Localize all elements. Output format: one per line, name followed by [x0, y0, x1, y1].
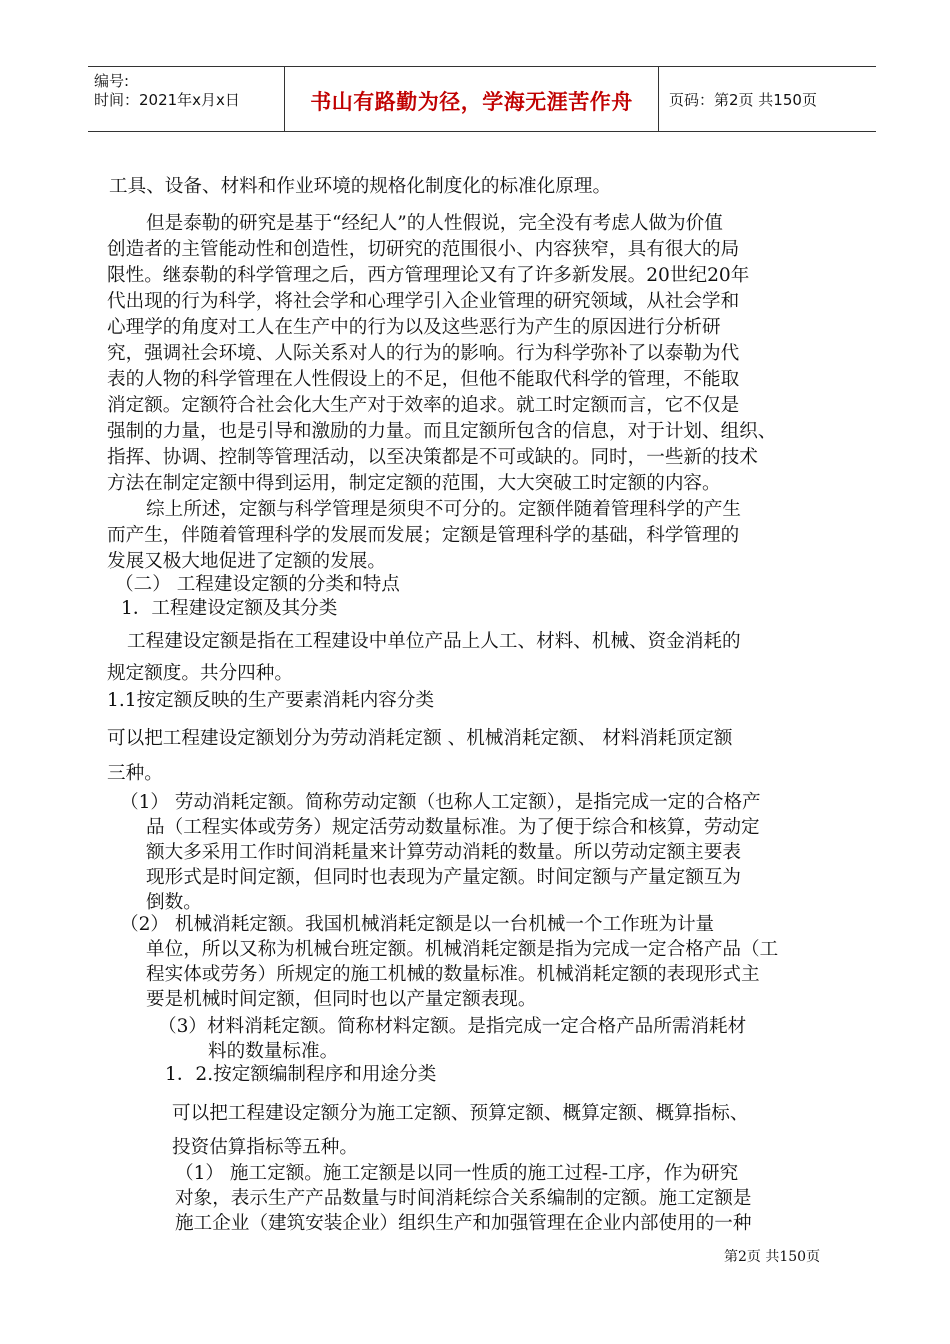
subsection-heading: 1.1按定额反映的生产要素消耗内容分类: [107, 690, 435, 711]
body-line: 三种。: [107, 763, 163, 784]
body-line: 强制的力量，也是引导和激励的力量。而且定额所包含的信息，对于计划、组织、: [107, 421, 777, 442]
body-line: 施工企业（建筑安装企业）组织生产和加强管理在企业内部使用的一种: [175, 1213, 752, 1234]
subsection-heading: 1．2.按定额编制程序和用途分类: [165, 1064, 437, 1085]
header-meta-cell: [88, 67, 285, 131]
list-item: （1） 施工定额。施工定额是以同一性质的施工过程-工序，作为研究: [175, 1163, 739, 1184]
body-line: 究，强调社会环境、人际关系对人的行为的影响。行为科学弥补了以泰勒为代: [107, 343, 740, 364]
body-line: 限性。继泰勒的科学管理之后，西方管理理论又有了许多新发展。20世纪20年: [107, 265, 750, 286]
body-line: 对象，表示生产产品数量与时间消耗综合关系编制的定额。施工定额是: [175, 1188, 752, 1209]
body-line: 而产生，伴随着管理科学的发展而发展；定额是管理科学的基础，科学管理的: [107, 525, 740, 546]
list-item: （1） 劳动消耗定额。简称劳动定额（也称人工定额），是指完成一定的合格产: [120, 792, 761, 813]
motto: 书山有路勤为径，学海无涯苦作舟: [310, 90, 633, 114]
body-line: 可以把工程建设定额划分为劳动消耗定额 、机械消耗定额、 材料消耗顶定额: [107, 728, 733, 749]
section-heading: （二） 工程建设定额的分类和特点: [115, 574, 400, 595]
list-item: （3）材料消耗定额。简称材料定额。是指完成一定合格产品所需消耗材: [158, 1016, 747, 1037]
body-line: 创造者的主管能动性和创造性，切研究的范围很小、内容狭窄，具有很大的局: [107, 239, 740, 260]
body-line: 现形式是时间定额，但同时也表现为产量定额。时间定额与产量定额互为: [146, 867, 742, 888]
body-line: 指挥、协调、控制等管理活动，以至决策都是不可或缺的。同时，一些新的技术: [107, 447, 758, 468]
body-line: 但是泰勒的研究是基于“经纪人”的人性假说，完全没有考虑人做为价值: [146, 213, 723, 234]
body-line: 要是机械时间定额，但同时也以产量定额表现。: [146, 989, 537, 1010]
body-line: 发展又极大地促进了定额的发展。: [107, 551, 386, 572]
number-label: 编号:: [94, 72, 130, 90]
body-line: 规定额度。共分四种。: [107, 663, 293, 684]
body-line: 消定额。定额符合社会化大生产对于效率的追求。就工时定额而言，它不仅是: [107, 395, 740, 416]
body-line: 可以把工程建设定额分为施工定额、预算定额、概算定额、概算指标、: [172, 1103, 749, 1124]
body-line: 代出现的行为科学，将社会学和心理学引入企业管理的研究领域，从社会学和: [107, 291, 740, 312]
header-page-cell: [659, 67, 876, 131]
body-line: 倒数。: [146, 892, 202, 913]
body-line: 投资估算指标等五种。: [172, 1137, 358, 1158]
time-label: 时间：2021年x月x日: [94, 91, 240, 109]
subsection-heading: 1．工程建设定额及其分类: [121, 598, 338, 619]
page-header: [88, 66, 876, 132]
body-line: 方法在制定定额中得到运用，制定定额的范围，大大突破工时定额的内容。: [107, 473, 721, 494]
body-line: 心理学的角度对工人在生产中的行为以及这些恶行为产生的原因进行分析研: [107, 317, 721, 338]
body-line: 品（工程实体或劳务）规定活劳动数量标准。为了便于综合和核算，劳动定: [146, 817, 760, 838]
list-item: （2） 机械消耗定额。我国机械消耗定额是以一台机械一个工作班为计量: [120, 914, 715, 935]
body-line: 综上所述，定额与科学管理是须臾不可分的。定额伴随着管理科学的产生: [146, 499, 742, 520]
body-line: 单位，所以又称为机械台班定额。机械消耗定额是指为完成一定合格产品（工: [146, 939, 779, 960]
page-footer: 第2页 共150页: [724, 1249, 821, 1265]
body-line: 工程建设定额是指在工程建设中单位产品上人工、材料、机械、资金消耗的: [127, 631, 741, 652]
body-line: 工具、设备、材料和作业环境的规格化制度化的标准化原理。: [109, 176, 612, 197]
page-code: 页码：第2页 共150页: [669, 91, 817, 109]
body-line: 程实体或劳务）所规定的施工机械的数量标准。机械消耗定额的表现形式主: [146, 964, 760, 985]
body-line: 额大多采用工作时间消耗量来计算劳动消耗的数量。所以劳动定额主要表: [146, 842, 742, 863]
body-line: 表的人物的科学管理在人性假设上的不足，但他不能取代科学的管理，不能取: [107, 369, 740, 390]
body-line: 料的数量标准。: [208, 1041, 339, 1062]
header-motto-cell: [285, 67, 659, 131]
